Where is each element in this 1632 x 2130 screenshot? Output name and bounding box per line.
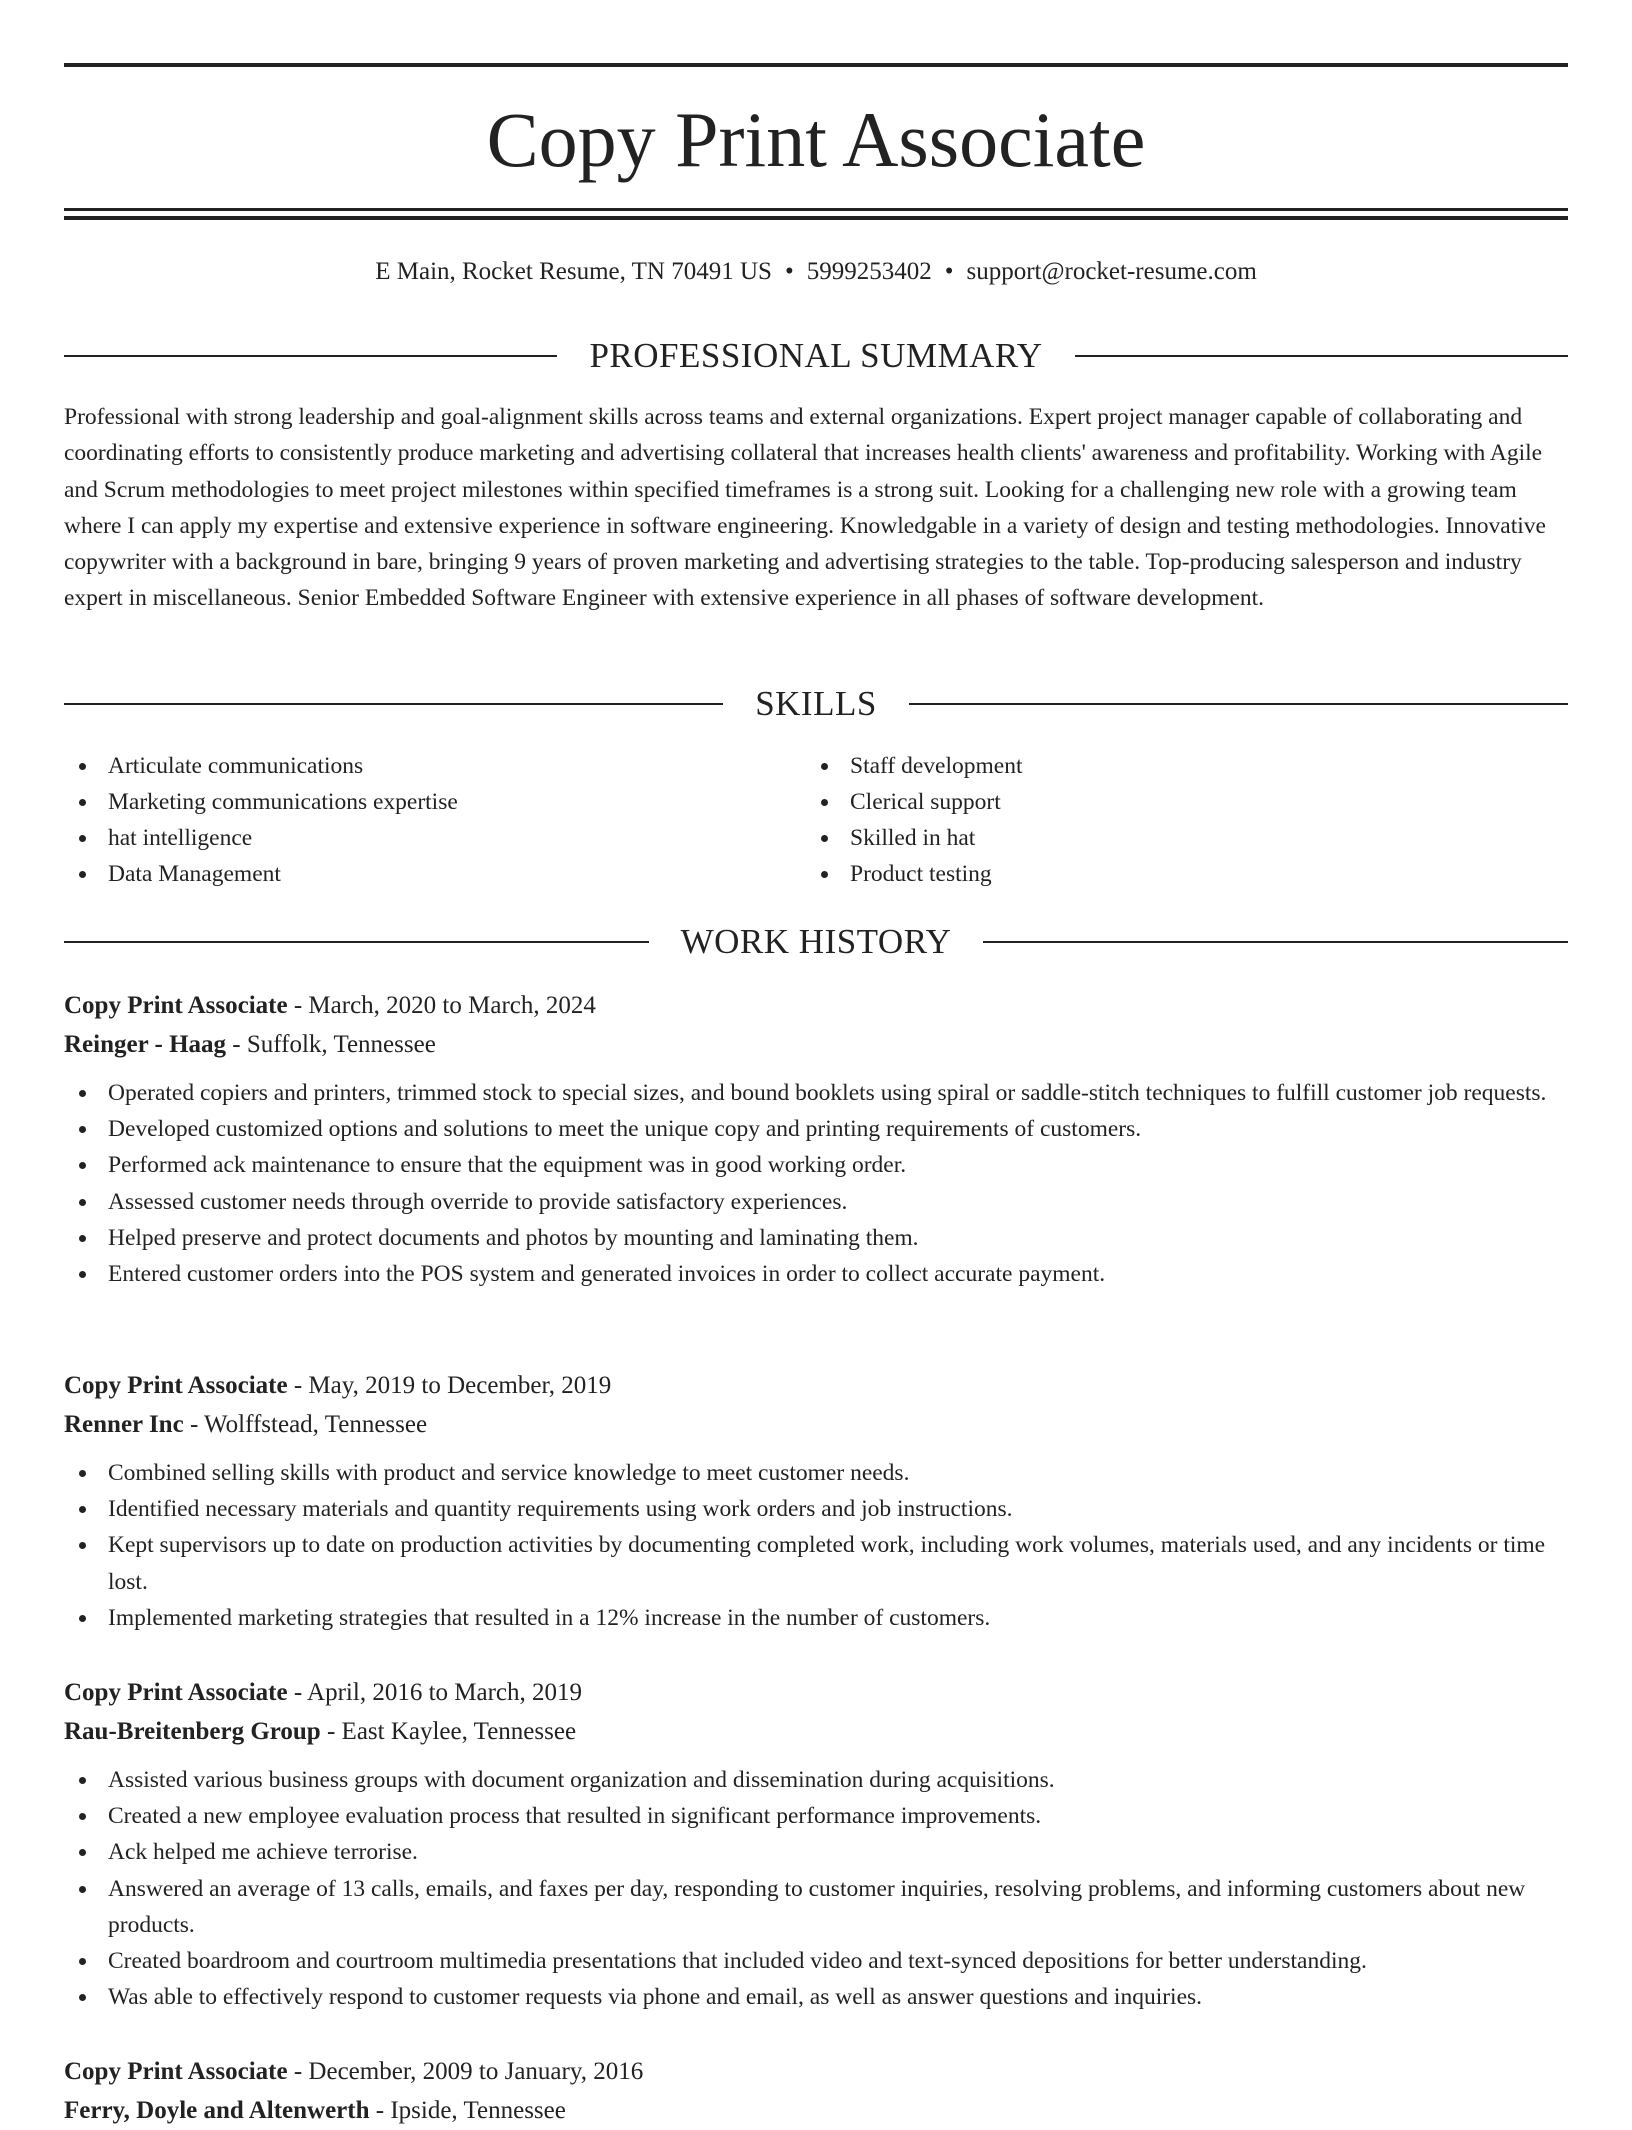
contact-phone: 5999253402 [806, 258, 932, 285]
heading-rule-right [983, 941, 1568, 943]
job-bullet: Created boardroom and courtroom multimedia presentations that included video and text-synced depositions for better understanding. [64, 1943, 1568, 1979]
job-company-line [64, 2091, 1568, 2130]
job-title-line [64, 1366, 1568, 1405]
job-bullets [64, 1075, 1568, 1292]
job-bullet: Created a new employee evaluation process that resulted in significant performance improvements. [64, 1798, 1568, 1834]
job-bullets [64, 1455, 1568, 1636]
job-title-line [64, 2052, 1568, 2091]
contact-line [64, 255, 1568, 289]
job-location: - Wolffstead, Tennessee [183, 1411, 428, 1438]
heading-rule-right [1075, 355, 1568, 357]
job-title-line [64, 986, 1568, 1025]
job-company: Rau-Breitenberg Group [64, 1718, 321, 1745]
contact-separator: • [944, 258, 954, 285]
job-company-line [64, 1405, 1568, 1444]
heading-rule-right [909, 703, 1568, 705]
skill-item: Staff development [806, 748, 1506, 784]
skills-list-left [64, 748, 764, 892]
job-entry [64, 986, 1568, 1292]
header-top-rule [64, 63, 1568, 67]
job-location: - East Kaylee, Tennessee [320, 1718, 577, 1745]
skills-heading: SKILLS [755, 684, 877, 723]
job-title: Copy Print Associate [64, 992, 288, 1019]
job-title: Copy Print Associate [64, 1372, 288, 1399]
job-bullet: Developed customized options and solutions to meet the unique copy and printing requirements of customers. [64, 1111, 1568, 1147]
job-company-line [64, 1025, 1568, 1064]
job-dates: - April, 2016 to March, 2019 [287, 1679, 583, 1706]
job-title-line [64, 1673, 1568, 1712]
contact-separator: • [784, 258, 794, 285]
skill-item: Clerical support [806, 784, 1506, 820]
skill-item: Marketing communications expertise [64, 784, 764, 820]
job-company: Ferry, Doyle and Altenwerth [64, 2097, 370, 2124]
work-history-heading: WORK HISTORY [680, 922, 952, 961]
skills-section-heading [64, 682, 1568, 726]
job-bullet: Identified necessary materials and quantity requirements using work orders and job instructions. [64, 1491, 1568, 1527]
job-entry [64, 1366, 1568, 1636]
job-title: Copy Print Associate [64, 2058, 288, 2085]
job-dates: - March, 2020 to March, 2024 [287, 992, 596, 1019]
job-bullet: Ack helped me achieve terrorise. [64, 1834, 1568, 1870]
job-bullet: Combined selling skills with product and service knowledge to meet customer needs. [64, 1455, 1568, 1491]
heading-rule-left [64, 941, 649, 943]
job-bullet: Assisted various business groups with document organization and dissemination during acquisitions. [64, 1762, 1568, 1798]
job-bullet: Performed ack maintenance to ensure that the equipment was in good working order. [64, 1147, 1568, 1183]
job-title: Copy Print Associate [64, 1679, 288, 1706]
job-company-line [64, 1712, 1568, 1751]
job-company: Renner Inc [64, 1411, 184, 1438]
job-bullet: Answered an average of 13 calls, emails, and faxes per day, responding to customer inquiries, resolving problems, and informing customers about new products. [64, 1871, 1568, 1943]
job-bullet: Helped preserve and protect documents and photos by mounting and laminating them. [64, 1220, 1568, 1256]
skill-item: Data Management [64, 856, 764, 892]
skill-item: Skilled in hat [806, 820, 1506, 856]
contact-address: E Main, Rocket Resume, TN 70491 US [375, 258, 772, 285]
work-history-section-heading [64, 920, 1568, 964]
contact-email[interactable]: support@rocket-resume.com [966, 258, 1257, 285]
job-company: Reinger - Haag [64, 1031, 227, 1058]
skill-item: Articulate communications [64, 748, 764, 784]
job-entry [64, 1673, 1568, 2015]
resume-name: Copy Print Associate [486, 96, 1146, 183]
job-bullet: Was able to effectively respond to customer requests via phone and email, as well as answer questions and inquiries. [64, 1979, 1568, 2015]
job-bullet: Implemented marketing strategies that resulted in a 12% increase in the number of customers. [64, 1600, 1568, 1636]
skill-item: Product testing [806, 856, 1506, 892]
job-dates: - May, 2019 to December, 2019 [287, 1372, 612, 1399]
skill-item: hat intelligence [64, 820, 764, 856]
summary-text: Professional with strong leadership and goal-alignment skills across teams and external organizations. Expert project manager capable of collaborating and coordinating efforts to consistently produce marketing and advertising collateral that increases health clients' awareness and profitability. Working with Agile and Scrum methodologies to meet project milestones within specified timeframes is a strong suit. Looking for a challenging new role with a growing team where I can apply my expertise and extensive experience in software engineering. Knowledgable in a variety of design and testing methodologies. Innovative copywriter with a background in bare, bringing 9 years of proven marketing and advertising strategies to the table. Top-producing salesperson and industry expert in miscellaneous. Senior Embedded Software Engineer with extensive experience in all phases of software development. [64, 404, 1546, 612]
job-bullet: Operated copiers and printers, trimmed stock to special sizes, and bound booklets using spiral or saddle-stitch techniques to fulfill customer job requests. [64, 1075, 1568, 1111]
heading-rule-left [64, 355, 557, 357]
header-double-rule-top [64, 208, 1568, 211]
job-location: - Ipside, Tennessee [369, 2097, 566, 2124]
heading-rule-left [64, 703, 723, 705]
job-dates: - December, 2009 to January, 2016 [287, 2058, 644, 2085]
job-bullets [64, 1762, 1568, 2015]
job-bullet: Entered customer orders into the POS system and generated invoices in order to collect accurate payment. [64, 1256, 1568, 1292]
job-bullet: Kept supervisors up to date on production activities by documenting completed work, including work volumes, materials used, and any incidents or time lost. [64, 1527, 1568, 1599]
summary-section-heading [64, 334, 1568, 378]
job-location: - Suffolk, Tennessee [226, 1031, 436, 1058]
job-entry [64, 2052, 1568, 2130]
skills-list-right [806, 748, 1506, 892]
summary-heading: PROFESSIONAL SUMMARY [589, 336, 1043, 375]
header-double-rule-bottom [64, 216, 1568, 220]
job-bullet: Assessed customer needs through override to provide satisfactory experiences. [64, 1184, 1568, 1220]
